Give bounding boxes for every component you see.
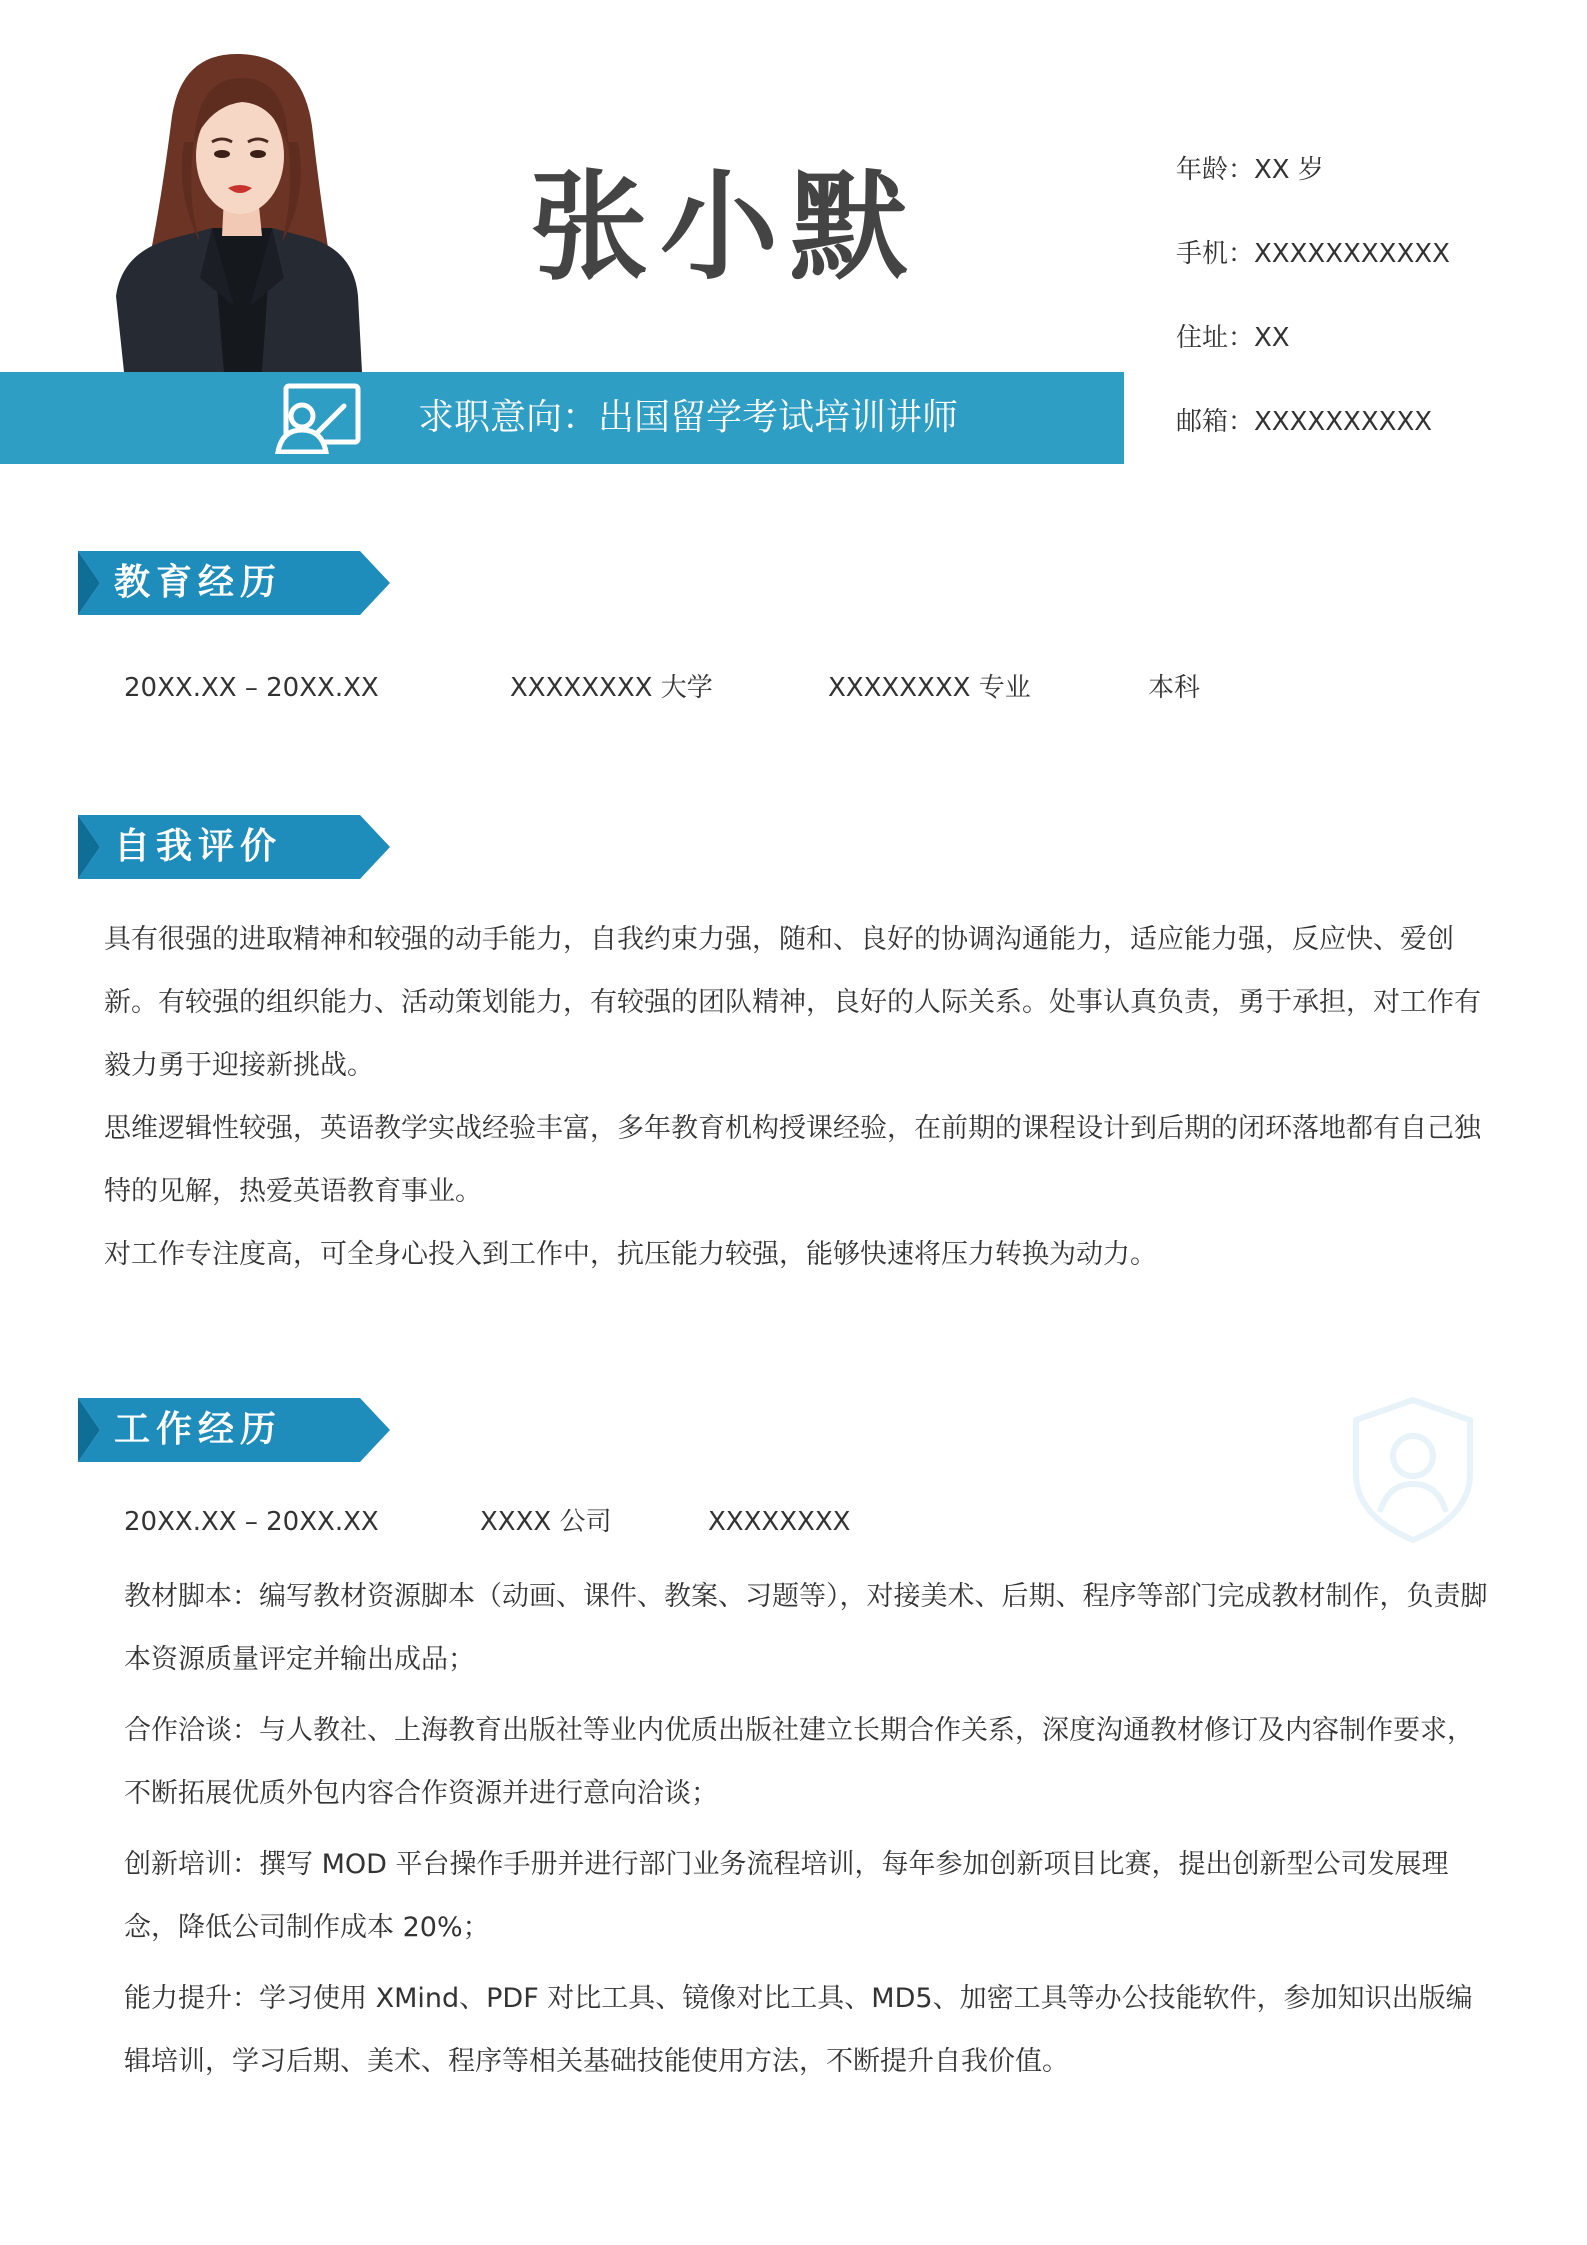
avatar [112, 46, 362, 372]
work-duty-item: 教材脚本：编写教材资源脚本（动画、课件、教案、习题等），对接美术、后期、程序等部门完成教材制作，负责脚本资源质量评定并输出成品； [124, 1581, 1488, 1675]
section-title: 自我评价 [114, 826, 283, 867]
info-age: 年龄：XX 岁 [1176, 155, 1324, 185]
avatar-illustration [112, 46, 362, 372]
section-header-self-evaluation [78, 815, 390, 879]
education-degree: 本科 [1148, 673, 1201, 703]
job-intent: 求职意向：出国留学考试培训讲师 [418, 397, 959, 438]
education-major: XXXXXXXX 专业 [828, 673, 1031, 703]
work-duty-item: 创新培训：撰写 MOD 平台操作手册并进行部门业务流程培训，每年参加创新项目比赛，提出创新型公司发展理念，降低公司制作成本 20%； [124, 1849, 1449, 1943]
info-email: 邮箱：XXXXXXXXXX [1176, 407, 1433, 437]
info-phone: 手机：XXXXXXXXXXX [1176, 239, 1450, 269]
candidate-name: 张小默 [530, 158, 921, 296]
section-title: 工作经历 [114, 1409, 283, 1450]
info-address: 住址：XX [1176, 323, 1290, 353]
section-header-work [78, 1398, 390, 1462]
education-period: 20XX.XX – 20XX.XX [124, 673, 379, 703]
self-evaluation-paragraph: 具有很强的进取精神和较强的动手能力，自我约束力强，随和、良好的协调沟通能力，适应能力强，反应快、爱创新。有较强的组织能力、活动策划能力，有较强的团队精神，良好的人际关系。处事认真负责，勇于承担，对工作有毅力勇于迎接新挑战。 [104, 924, 1481, 1081]
work-duty-item: 能力提升：学习使用 XMind、PDF 对比工具、镜像对比工具、MD5、加密工具等办公技能软件，参加知识出版编辑培训，学习后期、美术、程序等相关基础技能使用方法，不断提升自我价值。 [124, 1983, 1473, 2077]
education-school: XXXXXXXX 大学 [510, 673, 713, 703]
work-duty-item: 合作洽谈：与人教社、上海教育出版社等业内优质出版社建立长期合作关系，深度沟通教材修订及内容制作要求，不断拓展优质外包内容合作资源并进行意向洽谈； [124, 1715, 1474, 1809]
section-title: 教育经历 [114, 562, 283, 603]
self-evaluation-paragraph: 思维逻辑性较强，英语教学实战经验丰富，多年教育机构授课经验，在前期的课程设计到后期的闭环落地都有自己独特的见解，热爱英语教育事业。 [104, 1113, 1481, 1207]
work-duties [124, 1565, 1494, 2101]
teacher-board-icon [272, 382, 368, 454]
self-evaluation-text [104, 908, 1494, 1286]
section-header-education [78, 551, 390, 615]
work-company: XXXX 公司 [480, 1507, 612, 1537]
work-period: 20XX.XX – 20XX.XX [124, 1507, 379, 1537]
work-position: XXXXXXXX [708, 1507, 851, 1537]
shield-user-icon [1348, 1394, 1478, 1544]
self-evaluation-paragraph: 对工作专注度高，可全身心投入到工作中，抗压能力较强，能够快速将压力转换为动力。 [104, 1239, 1157, 1270]
